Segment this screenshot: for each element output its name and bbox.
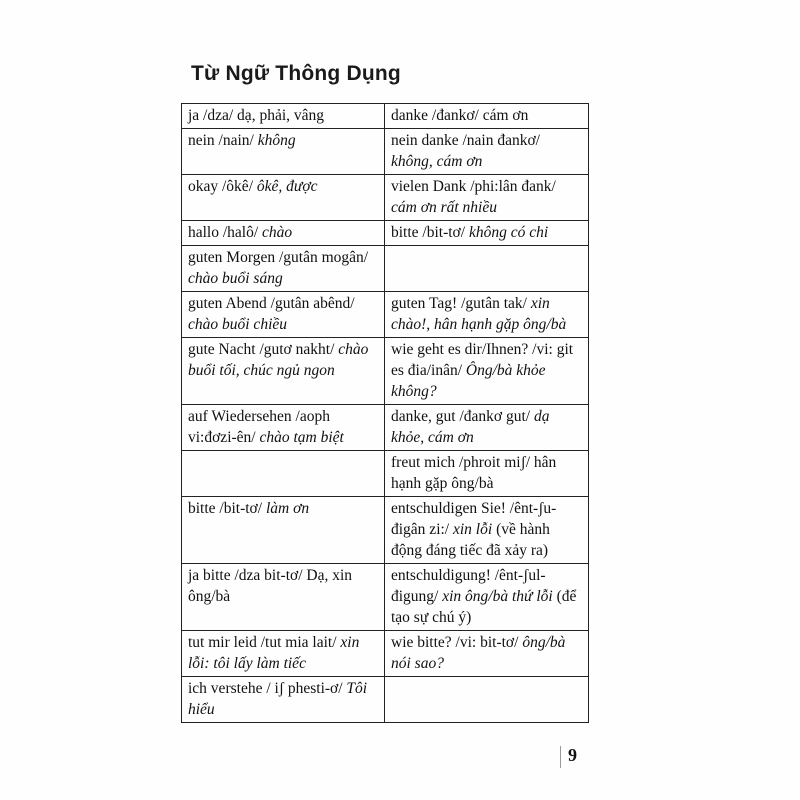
phrase-note: (về hành động đáng tiếc đã xảy ra) [391,521,550,559]
phrase-translation: ôkê, được [256,178,318,195]
phrase-text: entschuldigung! /ênt-ʃul-đigung/ [391,567,546,605]
german-phrase-cell-right [385,175,589,221]
german-phrase-cell-right [385,405,589,451]
phrase-translation: xin lỗi [453,521,493,538]
german-phrase-cell [182,221,385,246]
table-row [182,104,589,129]
phrase-text: ja /dza/ dạ, phải, vâng [188,107,325,124]
phrase-text: nein /nain/ [188,132,258,149]
phrase-text: auf Wiedersehen /aoph vi:đơzi-ên/ [188,408,330,446]
german-phrase-cell-right [385,221,589,246]
phrase-translation: chào buổi sáng [188,270,283,287]
german-phrase-cell [182,405,385,451]
page-title: Từ Ngữ Thông Dụng [191,62,401,85]
table-row [182,175,589,221]
phrase-note: (để tạo sự chú ý) [391,588,577,626]
german-phrase-cell [182,497,385,564]
german-phrase-cell [182,451,385,497]
table-row [182,221,589,246]
german-phrase-cell [182,104,385,129]
phrase-text: okay /ôkê/ [188,178,257,195]
phrase-translation: chào [262,224,293,241]
german-phrase-cell [182,677,385,723]
table-row [182,631,589,677]
phrase-text: ich verstehe / iʃ phesti-ơ/ [188,680,347,697]
page-number-divider [560,746,561,768]
german-phrase-cell-right [385,451,589,497]
phrase-translation: Tôi hiểu [188,680,368,718]
phrase-text: freut mich /phroit miʃ/ hân hạnh gặp ông/bà [391,454,557,492]
german-phrase-cell [182,246,385,292]
phrase-translation: Ông/bà khỏe không? [391,362,546,400]
phrase-translation: cám ơn rất nhiều [391,199,497,216]
phrase-text: tut mir leid /tut mia lait/ [188,634,341,651]
german-phrase-cell [182,129,385,175]
german-phrase-cell-right [385,497,589,564]
phrase-translation: ông/bà nói sao? [391,634,566,672]
phrase-translation: dạ khỏe, cám ơn [391,408,550,446]
table-row [182,451,589,497]
phrase-text: wie geht es dir/Ihnen? /vi: git es đia/inân/ [391,341,574,379]
table-row [182,564,589,631]
phrase-text: danke /đankơ/ cám ơn [391,107,529,124]
german-phrase-cell-right [385,246,589,292]
phrase-translation: không, cám ơn [391,153,483,170]
table-row [182,292,589,338]
phrase-text: bitte /bit-tơ/ [391,224,469,241]
table-row [182,405,589,451]
phrase-text: guten Morgen /gutân mogân/ [188,249,369,266]
phrase-text: danke, gut /đankơ gut/ [391,408,534,425]
german-phrase-cell-right [385,104,589,129]
german-phrase-cell [182,338,385,405]
phrase-translation: làm ơn [265,500,310,517]
phrase-text: entschuldigen Sie! /ênt-ʃu-đigân zi:/ [391,500,557,538]
phrase-translation: chào tạm biệt [259,429,344,446]
phrase-text: ja bitte /dza bit-tơ/ Dạ, xin ông/bà [188,567,353,605]
german-phrase-cell-right [385,631,589,677]
german-phrase-cell [182,175,385,221]
phrase-translation: chào buổi tối, chúc ngủ ngon [188,341,369,379]
phrase-text: hallo /halô/ [188,224,263,241]
phrase-text: nein danke /nain đankơ/ [391,132,540,149]
phrase-translation: chào buổi chiều [188,316,288,333]
phrase-translation: xin chào!, hân hạnh gặp ông/bà [391,295,567,333]
table-row [182,338,589,405]
table-row [182,246,589,292]
table-row [182,677,589,723]
phrase-table-body [182,104,589,723]
phrase-text: gute Nacht /gutơ nakht/ [188,341,339,358]
german-phrase-cell [182,292,385,338]
page-number: 9 [568,745,577,765]
phrase-text: guten Tag! /gutân tak/ [391,295,531,312]
phrase-text: wie bitte? /vi: bit-tơ/ [391,634,523,651]
german-phrase-cell-right [385,129,589,175]
phrase-translation: xin lỗi: tôi lấy làm tiếc [188,634,360,672]
table-row [182,129,589,175]
german-phrase-cell-right [385,564,589,631]
table-row [182,497,589,564]
phrase-text: bitte /bit-tơ/ [188,500,266,517]
phrase-translation: không [257,132,296,149]
phrase-translation: không có chi [468,224,549,241]
german-phrase-cell-right [385,292,589,338]
german-phrase-cell [182,631,385,677]
phrase-table [181,103,589,723]
german-phrase-cell [182,564,385,631]
german-phrase-cell-right [385,338,589,405]
phrase-translation: xin ông/bà thứ lỗi [442,588,553,605]
phrase-text: guten Abend /gutân abênd/ [188,295,355,312]
german-phrase-cell-right [385,677,589,723]
phrase-text: vielen Dank /phi:lân đank/ [391,178,556,195]
